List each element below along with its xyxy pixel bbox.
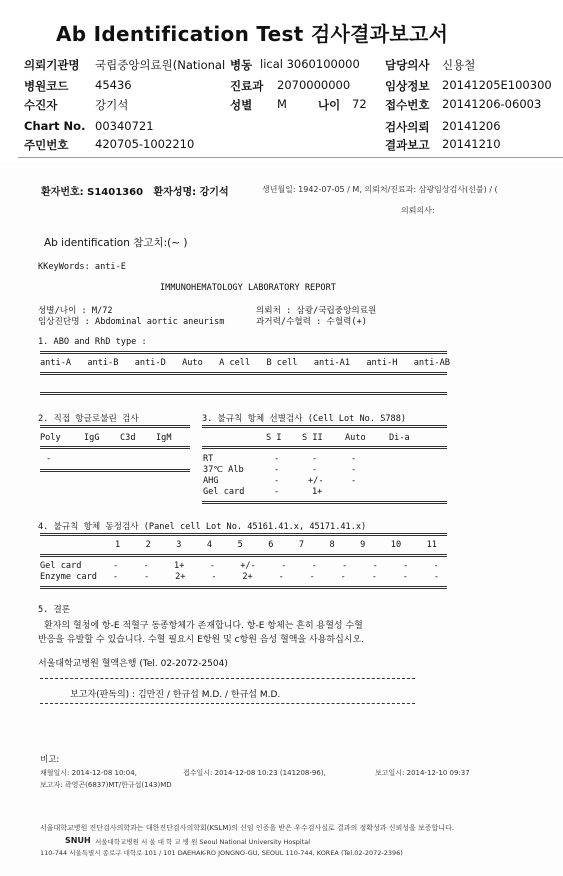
receipt-label: 접수번호 <box>385 98 430 112</box>
panel-cell: 2+ <box>242 572 253 582</box>
panel-cell: +/- <box>240 561 256 571</box>
patient-label: 수진자 <box>24 98 58 112</box>
remarks-label: 비고: <box>40 755 60 765</box>
dat-col-c3d: C3d <box>120 433 136 443</box>
patient-extra-info: 생년월일: 1942-07-05 / M, 의뢰처/진료과: 삼광임상검사(선불) / ( <box>262 185 498 194</box>
ward-value: lical 3060100000 <box>260 57 360 71</box>
panel-col: 2 <box>145 540 151 550</box>
blood-bank: 서울대학교병원 혈액은행 (Tel. 02-2072-2504) <box>38 659 228 669</box>
abo-col: Auto <box>182 358 203 368</box>
age-label: 나이 <box>318 98 341 112</box>
panel-col: 5 <box>237 540 243 550</box>
screen-row-label: 37℃ Alb <box>203 465 244 475</box>
receipt-value: 20141206-06003 <box>442 97 542 111</box>
screen-cell: - <box>312 465 318 475</box>
screen-mid-rule <box>202 446 447 449</box>
panel-row <box>113 572 439 582</box>
abo-bottom-rule <box>40 392 447 395</box>
info-diagnosis: 임상진단명 : Abdominal aortic aneurism <box>38 317 225 327</box>
screen-row-label: Gel card <box>203 487 245 497</box>
panel-col: 8 <box>329 540 335 550</box>
patient-name-value: 강기석 <box>199 187 229 198</box>
screen-col-dia: Di-a <box>389 433 410 443</box>
clinical-info-value: 20141205E100300 <box>442 78 552 92</box>
abo-col: anti-AB <box>413 358 450 368</box>
hospital-code-value: 45436 <box>95 78 132 92</box>
request-label: 검사의뢰 <box>385 120 430 134</box>
panel-cell: - <box>278 572 284 582</box>
report-title: Ab Identification Test 검사결과보고서 <box>56 22 449 46</box>
panel-col: 10 <box>390 540 402 550</box>
signature-bottom-rule <box>40 703 415 704</box>
panel-cell: - <box>309 572 315 582</box>
abo-col: anti-H <box>366 358 398 368</box>
sex-label: 성별 <box>230 98 253 112</box>
panel-top-rule <box>40 533 447 536</box>
screen-top-rule <box>202 425 447 428</box>
screen-bottom-rule <box>202 501 447 504</box>
panel-cell: - <box>433 572 439 582</box>
patient-name-label: 환자성명: <box>153 187 197 198</box>
panel-mid-rule <box>40 554 447 557</box>
info-referrer: 의뢰처 : 삼광/국립중앙의료원 <box>256 306 377 316</box>
abo-col: anti-A <box>40 358 72 368</box>
certification-text: 서울대학교병원 진단검사의학과는 대한진단검사의학회(KSLM)의 신임 인증을 받은 우수검사실로 결과의 정확성과 신뢰성을 보증합니다. <box>40 824 455 832</box>
dat-col-igm: IgM <box>156 433 172 443</box>
panel-cell: - <box>113 561 119 571</box>
conclusion-line-2: 반응을 유발할 수 있습니다. 수혈 필요시 E항원 및 c항원 음성 혈액을 사용하십시오. <box>38 635 365 645</box>
snuh-name: 서울대학교병원 서 울 대 학 교 병 원 Seoul National University Hospital <box>95 838 311 846</box>
panel-row-label: Gel card <box>40 561 82 571</box>
panel-cell: - <box>144 572 150 582</box>
dat-col-igg: IgG <box>84 433 100 443</box>
panel-title: 4. 불규칙 항체 동정검사 (Panel cell Lot No. 45161.41.x, 45171.41.x) <box>38 522 367 532</box>
result-label: 결과보고 <box>385 138 430 152</box>
rrn-value: 420705-1002210 <box>95 137 195 151</box>
age-value: 72 <box>352 97 367 111</box>
screen-cell: - <box>351 465 357 475</box>
screen-cell: - <box>351 476 357 486</box>
snuh-logo: SNUH <box>65 836 91 845</box>
scanned-report <box>0 163 563 876</box>
screen-cell: - <box>274 454 280 464</box>
panel-col: 6 <box>268 540 274 550</box>
dat-top-rule <box>40 425 190 428</box>
panel-cell: - <box>433 561 439 571</box>
keywords: KKeyWords: anti-E <box>38 262 126 272</box>
screen-cell: - <box>312 454 318 464</box>
screen-col-s1: S I <box>266 433 282 443</box>
screen-cell: - <box>274 487 280 497</box>
abo-title: 1. ABO and RhD type : <box>38 337 147 347</box>
clinical-info-label: 임상정보 <box>385 79 430 93</box>
header-divider <box>18 157 563 158</box>
panel-bottom-rule <box>40 586 447 589</box>
abo-col: anti-B <box>87 358 119 368</box>
panel-col: 1 <box>115 540 121 550</box>
panel-cell: - <box>113 572 119 582</box>
referring-doctor: 의뢰의사: <box>401 206 435 215</box>
panel-cell: - <box>311 561 317 571</box>
panel-cell: - <box>402 572 408 582</box>
panel-cell: - <box>371 572 377 582</box>
screen-cell: - <box>274 476 280 486</box>
info-history: 과거력/수혈력 : 수혈력(+) <box>256 317 367 327</box>
panel-row <box>113 561 439 571</box>
panel-col: 3 <box>176 540 182 550</box>
abo-mid-rule <box>40 372 447 375</box>
institution-value: 국립중앙의료원(National <box>95 58 226 72</box>
info-sex-age: 성별/나이 : M/72 <box>38 306 113 316</box>
abo-col: A cell <box>219 358 251 368</box>
panel-cell: - <box>209 561 215 571</box>
screen-title: 3. 불규칙 항체 선별검사 (Cell Lot No. S788) <box>202 414 407 424</box>
panel-cell: 1+ <box>174 561 185 571</box>
institution-label: 의뢰기관명 <box>24 58 80 72</box>
dept-label: 진료과 <box>230 79 264 93</box>
patient-value: 강기석 <box>95 98 129 112</box>
abo-col: anti-D <box>134 358 166 368</box>
screen-cell: - <box>274 465 280 475</box>
panel-cell: - <box>143 561 149 571</box>
panel-col: 9 <box>360 540 366 550</box>
sex-value: M <box>277 97 287 111</box>
dat-bottom-rule <box>40 469 190 472</box>
panel-cell: - <box>281 561 287 571</box>
result-value: 20141210 <box>442 137 501 151</box>
request-value: 20141206 <box>442 119 501 133</box>
panel-cell: - <box>372 561 378 571</box>
reported-time: 보고일시: 2014-12-10 09:37 <box>375 769 470 777</box>
screen-col-s2: S II <box>302 433 323 443</box>
abo-columns <box>40 358 450 368</box>
panel-columns <box>115 540 437 550</box>
panel-col: 7 <box>298 540 305 550</box>
abo-col: B cell <box>266 358 298 368</box>
lab-report-title: IMMUNOHEMATOLOGY LABORATORY REPORT <box>160 283 336 293</box>
collection-time: 채혈일시: 2014-12-08 10:04, <box>40 769 137 777</box>
ward-label: 병동 <box>230 58 253 72</box>
patient-no-value: S1401360 <box>87 187 144 198</box>
address: 110-744 서울특별시 종로구 대학로 101 / 101 DAEHAK-RO JONGNO-GU, SEOUL 110-744, KOREA (Tel.02-2072-2396) <box>40 849 403 857</box>
screen-col-auto: Auto <box>345 433 366 443</box>
panel-col: 4 <box>206 540 213 550</box>
dat-result: - <box>46 454 52 464</box>
doctor-label: 담당의사 <box>385 58 430 72</box>
conclusion-line-1: 환자의 혈청에 항-E 적혈구 동종항체가 존재합니다. 항-E 항체는 흔히 용혈성 수혈 <box>44 621 363 631</box>
abo-col: anti-A1 <box>313 358 351 368</box>
panel-cell: - <box>211 572 217 582</box>
chart-value: 00340721 <box>95 119 154 133</box>
screen-cell: +/- <box>308 476 324 486</box>
dept-value: 2070000000 <box>277 78 351 92</box>
screen-cell: - <box>351 454 357 464</box>
receipt-time: 접수일시: 2014-12-08 10:23 (141208-96), <box>183 769 326 777</box>
screen-cell: 1+ <box>312 487 323 497</box>
panel-cell: 2+ <box>175 572 186 582</box>
dat-col-poly: Poly <box>40 433 61 443</box>
screen-row-label: RT <box>203 454 214 464</box>
conclusion-title: 5. 결론 <box>38 605 71 615</box>
screen-row-label: AHG <box>203 476 219 486</box>
signature-top-rule <box>40 678 415 679</box>
patient-no-label: 환자번호: <box>41 187 84 198</box>
panel-cell: - <box>342 561 348 571</box>
section-title: Ab identification 참고치:(~ ) <box>44 237 188 249</box>
panel-row-label: Enzyme card <box>40 572 97 582</box>
reporter: 보고자(판독의) : 김만진 / 한규섭 M.D. / 한규섭 M.D. <box>70 690 281 700</box>
doctor-value: 신용철 <box>442 58 476 72</box>
dat-title: 2. 직접 항글로불린 검사 <box>38 414 139 424</box>
reporter-ids: 보고자: 곽영곤(6837)MT/한규섭(143)MD <box>40 781 172 789</box>
chart-label: Chart No. <box>24 119 86 133</box>
dat-mid-rule <box>40 446 190 449</box>
rrn-label: 주민번호 <box>24 138 69 152</box>
panel-cell: - <box>340 572 346 582</box>
panel-col: 11 <box>426 540 437 550</box>
abo-top-rule <box>40 351 447 354</box>
hospital-code-label: 병원코드 <box>24 79 69 93</box>
panel-cell: - <box>403 561 409 571</box>
